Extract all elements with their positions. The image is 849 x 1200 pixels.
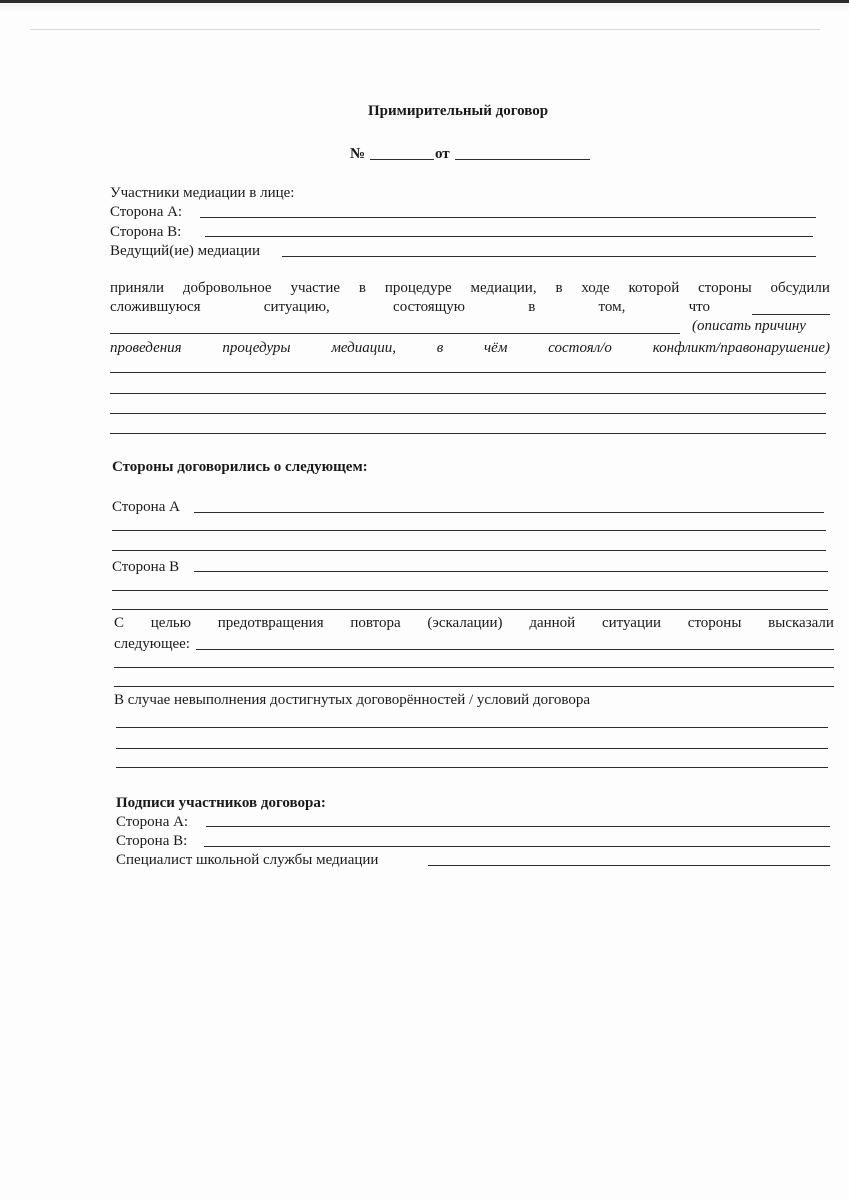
agreement-party-b-label: Сторона В bbox=[112, 559, 180, 575]
word: состоял/о bbox=[548, 340, 612, 356]
word: которой bbox=[628, 280, 680, 296]
party-b-label: Сторона В: bbox=[110, 224, 182, 240]
party-b-field[interactable] bbox=[205, 236, 813, 237]
describe-note-start: (описать причину bbox=[692, 318, 806, 334]
word: ситуации bbox=[601, 615, 662, 631]
word: что bbox=[688, 299, 710, 315]
word: в bbox=[436, 340, 444, 356]
describe-note-line bbox=[110, 339, 830, 357]
word: в bbox=[555, 280, 563, 296]
word: ходе bbox=[581, 280, 610, 296]
agreement-heading: Стороны договорились о следующем: bbox=[112, 459, 368, 475]
number-label: № bbox=[350, 146, 366, 162]
nonfulfillment-line[interactable] bbox=[116, 727, 828, 728]
prevention-field[interactable] bbox=[196, 649, 834, 650]
date-field[interactable] bbox=[455, 159, 590, 160]
agreement-party-a-line[interactable] bbox=[112, 530, 826, 531]
situation-field-2[interactable] bbox=[110, 333, 680, 334]
sig-specialist-field[interactable] bbox=[428, 865, 830, 866]
nonfulfillment-line[interactable] bbox=[116, 748, 828, 749]
word: процедуре bbox=[384, 280, 452, 296]
word: чём bbox=[484, 340, 508, 356]
description-line[interactable] bbox=[110, 393, 826, 394]
nonfulfillment-text: В случае невыполнения достигнутых договорённостей / условий договора bbox=[114, 692, 590, 708]
word: сложившуюся bbox=[110, 299, 201, 315]
word: стороны bbox=[698, 280, 752, 296]
word: повтора bbox=[350, 615, 401, 631]
agreement-party-a-label: Сторона А bbox=[112, 499, 180, 515]
word: состоящую bbox=[393, 299, 465, 315]
word: приняли bbox=[110, 280, 164, 296]
document-title: Примирительный договор bbox=[368, 103, 549, 119]
word: С bbox=[114, 615, 125, 631]
party-a-label: Сторона А: bbox=[110, 204, 183, 220]
moderators-field[interactable] bbox=[282, 256, 816, 257]
agreement-party-a-field[interactable] bbox=[194, 512, 824, 513]
situation-field-1[interactable] bbox=[752, 314, 830, 315]
word: том, bbox=[598, 299, 626, 315]
word: проведения bbox=[110, 340, 182, 356]
procedure-line-1 bbox=[110, 279, 830, 297]
word: в bbox=[528, 299, 536, 315]
prevention-line-2: следующее: bbox=[114, 636, 190, 652]
number-field[interactable] bbox=[370, 159, 434, 160]
prevention-line[interactable] bbox=[114, 686, 834, 687]
word: высказали bbox=[768, 615, 834, 631]
description-line[interactable] bbox=[110, 372, 826, 373]
word: медиации, bbox=[470, 280, 537, 296]
scan-edge bbox=[0, 0, 849, 14]
party-a-field[interactable] bbox=[200, 217, 816, 218]
word: данной bbox=[529, 615, 576, 631]
signatures-heading: Подписи участников договора: bbox=[116, 795, 326, 811]
moderators-label: Ведущий(ие) медиации bbox=[110, 243, 260, 259]
word: целью bbox=[150, 615, 191, 631]
procedure-line-2 bbox=[110, 298, 710, 316]
word: обсудили bbox=[770, 280, 830, 296]
word: (эскалации) bbox=[427, 615, 503, 631]
word: в bbox=[358, 280, 366, 296]
description-line[interactable] bbox=[110, 413, 826, 414]
agreement-party-a-line[interactable] bbox=[112, 550, 826, 551]
sig-specialist-label: Специалист школьной службы медиации bbox=[116, 852, 379, 868]
word: предотвращения bbox=[217, 615, 324, 631]
prevention-line[interactable] bbox=[114, 667, 834, 668]
word: медиации, bbox=[331, 340, 397, 356]
word: процедуры bbox=[222, 340, 291, 356]
sig-party-a-field[interactable] bbox=[206, 826, 830, 827]
nonfulfillment-line[interactable] bbox=[116, 767, 828, 768]
sig-party-b-field[interactable] bbox=[204, 846, 830, 847]
word: стороны bbox=[687, 615, 742, 631]
from-label: от bbox=[435, 146, 450, 162]
agreement-party-b-line[interactable] bbox=[112, 609, 828, 610]
word: участие bbox=[290, 280, 341, 296]
word: ситуацию, bbox=[263, 299, 330, 315]
word: добровольное bbox=[182, 280, 272, 296]
participants-intro: Участники медиации в лице: bbox=[110, 185, 295, 201]
prevention-line-1 bbox=[114, 614, 834, 632]
scan-rule bbox=[30, 29, 820, 30]
description-line[interactable] bbox=[110, 433, 826, 434]
agreement-party-b-field[interactable] bbox=[194, 571, 828, 572]
sig-party-a-label: Сторона А: bbox=[116, 814, 189, 830]
agreement-party-b-line[interactable] bbox=[112, 590, 828, 591]
sig-party-b-label: Сторона В: bbox=[116, 833, 188, 849]
word: конфликт/правонарушение) bbox=[652, 340, 830, 356]
